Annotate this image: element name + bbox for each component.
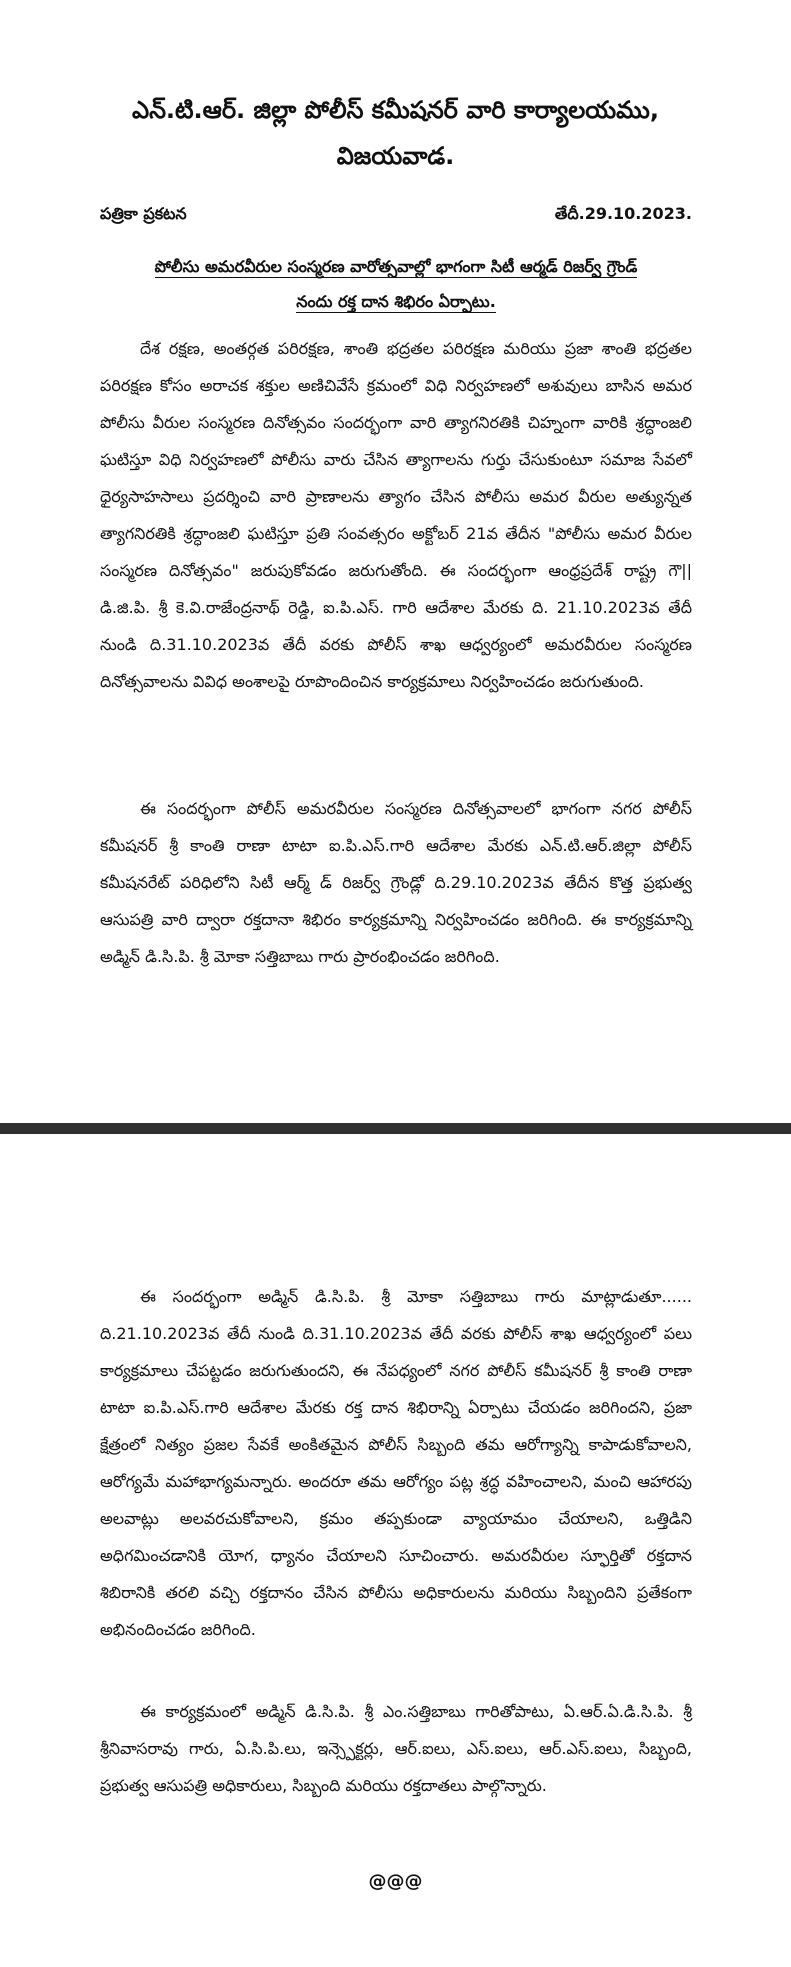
meta-row: [100, 202, 692, 226]
body-paragraph-2: ఈ సందర్భంగా పోలీస్ అమరవీరుల సంస్మరణ దినోత్సవాలలో భాగంగా నగర పోలీస్ కమీషనర్ శ్రీ కాంతి రాణా టాటా ఐ.పి.ఎస్.గారి ఆదేశాల మేరకు ఎన్.టి.ఆర్.జిల్లా పోలీస్ కమీషనరేట్ పరిధిలోని సిటీ ఆర్మ్ డ్ రిజర్వ్ గ్రౌండ్లో ది.29.10.2023వ తేదీన కొత్త ప్రభుత్వ ఆసుపత్రి వారి ద్వారా రక్తదానా శిభిరం కార్యక్రమాన్ని నిర్వహించడం జరిగింది. ఈ కార్యక్రమాన్ని అడ్మిన్ డి.సి.పి. శ్రీ మోకా సత్తిబాబు గారు ప్రారంభించడం జరిగింది.: [100, 799, 692, 966]
release-date: తేదీ.29.10.2023.: [554, 204, 692, 223]
office-title-line1: ఎన్.టి.ఆర్. జిల్లా పోలీస్ కమీషనర్ వారి కార్యాలయము,: [132, 96, 659, 124]
body-paragraph-3: ఈ సందర్భంగా అడ్మిన్ డి.సి.పి. శ్రీ మోకా సత్తిబాబు గారు మాట్లాడుతూ...... ది.21.10.2023వ తేదీ నుండి ది.31.10.2023వ తేదీ వరకు పోలీస్ శాఖ ఆధ్వర్యంలో పలు కార్యక్రమాలు చేపట్టడం జరుగుతుందని, ఈ నేపధ్యంలో నగర పోలీస్ కమీషనర్ శ్రీ కాంతి రాణా టాటా ఐ.పి.ఎస్.గారి ఆదేశాల మేరకు రక్త దాన శిభిరాన్ని ఏర్పాటు చేయడం జరిగిందని, ప్రజా క్షేత్రంలో నిత్యం ప్రజల సేవకే అంకితమైన పోలీస్ సిబ్బంది తమ ఆరోగ్యాన్ని కాపాడుకోవాలని, ఆరోగ్యమే మహాభాగ్యమన్నారు. అందరూ తమ ఆరోగ్యం పట్ల శ్రద్ధ వహించాలని, మంచి ఆహారపు అలవాట్లు అలవరచుకోవాలని, క్రమం తప్పకుండా వ్యాయామం చేయాలని, ఒత్తిడిని అధిగమించడానికి యోగ, ధ్యానం చేయాలని సూచించారు. అమరవీరుల స్ఫూర్తితో రక్తదాన శిబిరానికి తరలి వచ్చి రక్తదానం చేసిన పోలీసు అధికారులను మరియు సిబ్బందిని ప్రతేకంగా అభినందించడం జరిగింది.: [100, 1287, 692, 1639]
press-release-label: పత్రికా ప్రకటన: [100, 204, 187, 223]
body-paragraph-4: ఈ కార్యక్రమంలో అడ్మిన్ డి.సి.పి. శ్రీ ఎం.సత్తిబాబు గారితోపాటు, ఏ.ఆర్.ఏ.డి.సి.పి. శ్రీ శ్రీనివాసరావు గారు, ఏ.సి.పి.లు, ఇన్స్పెక్టర్లు, ఆర్.ఐలు, ఎస్.ఐలు, ఆర్.ఎస్.ఐలు, సిబ్బంది, ప్రభుత్వ ఆసుపత్రి అధికారులు, సిబ్బంది మరియు రక్తదాతలు పాల్గొన్నారు.: [100, 1702, 692, 1795]
subject-line1: [100, 255, 692, 279]
office-title-line2: విజయవాడ.: [336, 142, 455, 170]
subject-line1-text: పోలీసు అమరవీరుల సంస్మరణ వారోత్సవాల్లో భాగంగా సిటీ ఆర్మడ్ రిజర్వ్ గ్రౌండ్: [154, 257, 638, 276]
body-paragraph-1: దేశ రక్షణ, అంతర్గత పరిరక్షణ, శాంతి భద్రతల పరిరక్షణ మరియు ప్రజా శాంతి భద్రతల పరిరక్షణ కోసం అరాచక శక్తుల అణిచివేసే క్రమంలో విధి నిర్వహణలో అశువులు బాసిన అమర పోలీసు వీరుల సంస్మరణ దినోత్సవం సందర్భంగా వారి త్యాగనిరతికి చిహ్నంగా వారికి శ్రద్ధాంజలి ఘటిస్తూ విధి నిర్వహణలో పోలీసు వారు చేసిన త్యాగాలను గుర్తు చేసుకుంటూ సమాజ సేవలో ధైర్యసాహసాలు ప్రదర్శించి వారి ప్రాణాలను త్యాగం చేసిన పోలీసు అమర వీరుల అత్యున్నత త్యాగనిరతికి శ్రద్ధాంజలి ఘటిస్తూ ప్రతి సంవత్సరం అక్టోబర్ 21వ తేదీన "పోలీసు అమర వీరుల సంస్మరణ దినోత్సవం" జరుపుకోవడం జరుగుతోంది. ఈ సందర్భంగా ఆంధ్రప్రదేశ్ రాష్ట్ర గౌ|| డి.జి.పి. శ్రీ కె.వి.రాజేంద్రనాథ్ రెడ్డి, ఐ.పి.ఎస్. గారి ఆదేశాల మేరకు ది. 21.10.2023వ తేదీ నుండి ది.31.10.2023వ తేదీ వరకు పోలీస్ శాఖ ఆధ్వర్యంలో అమరవీరుల సంస్మరణ దినోత్సవాలను వివిధ అంశాలపై రూపొందించిన కార్యక్రమాలు నిర్వహించడం జరుగుతుంది.: [100, 339, 692, 691]
subject-line2-text: నందు రక్త దాన శిభిరం ఏర్పాటు.: [296, 292, 496, 311]
subject-line2: [100, 290, 692, 314]
page-separator: [0, 1123, 791, 1134]
closing-mark: @@@: [368, 1871, 423, 1892]
